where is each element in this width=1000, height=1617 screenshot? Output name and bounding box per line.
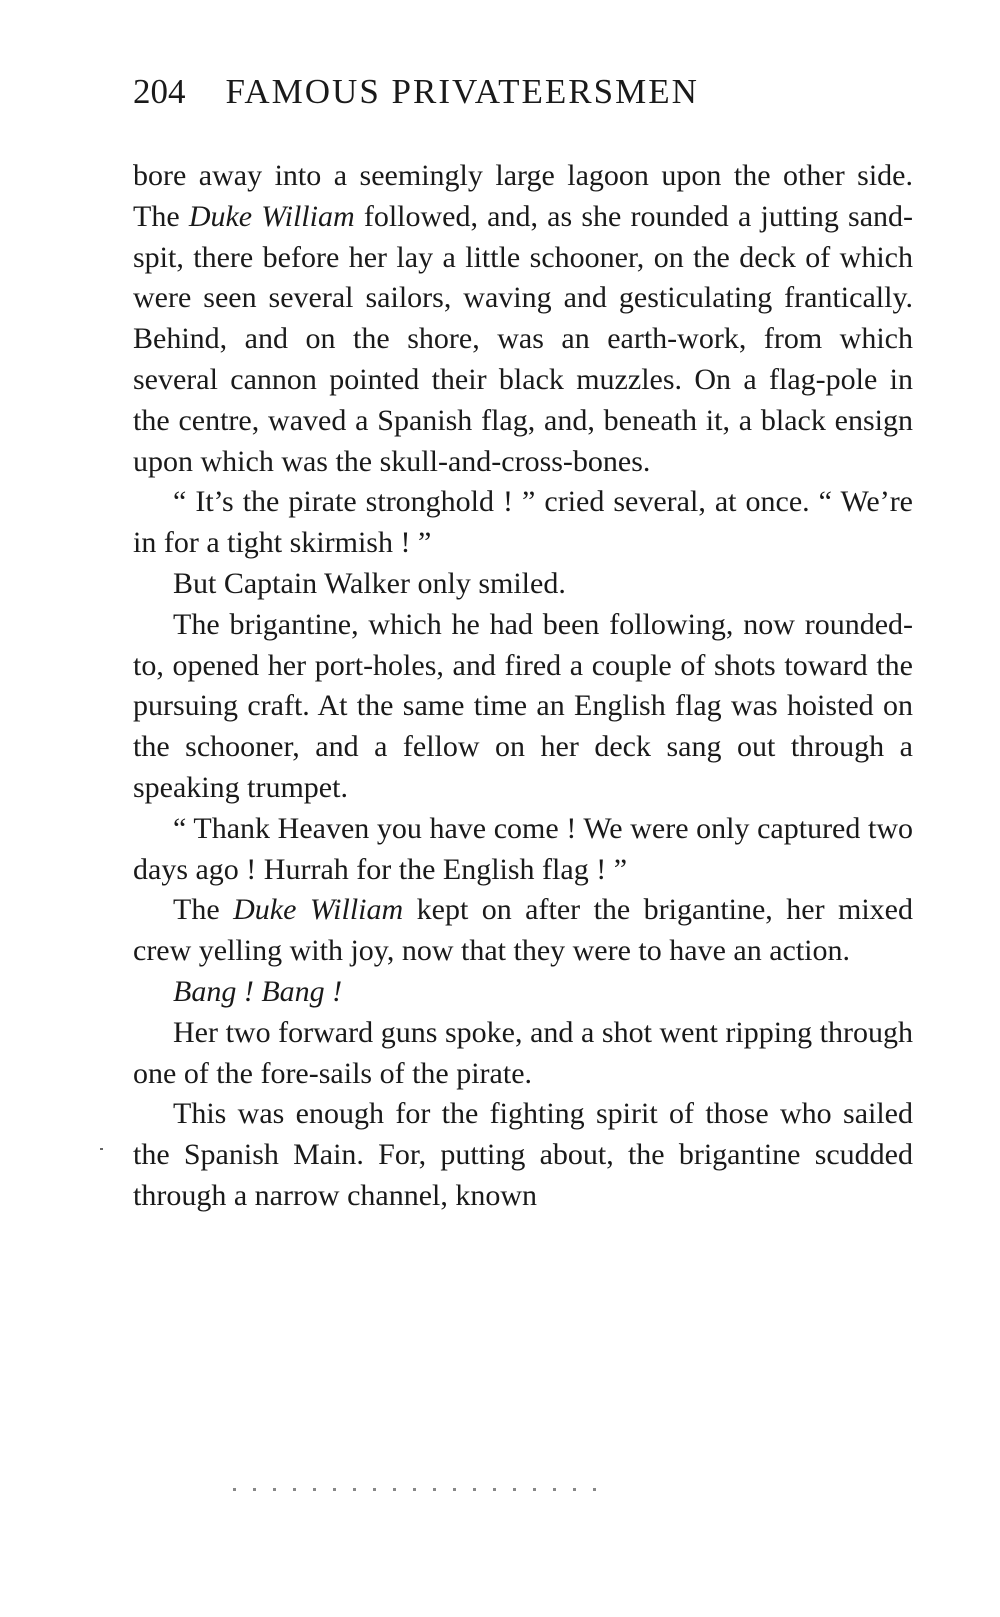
ship-name-duke-william: Duke William <box>188 199 355 233</box>
paragraph-4: The brigantine, which he had been following, now rounded-to, opened her port-holes, and fired a couple of shots toward the pursuing craft. At the same time an English flag was hoisted on the schooner, and a fellow on her deck sang out through a speaking trumpet. <box>133 607 913 804</box>
paragraph-5: “ Thank Heaven you have come ! We were only captured two days ago ! Hurrah for the English flag ! ” <box>133 811 913 886</box>
margin-mark <box>100 1148 103 1150</box>
running-header <box>133 72 913 112</box>
paragraph-7 <box>133 972 913 1013</box>
paragraph-1 <box>133 156 913 482</box>
paragraph-9: This was enough for the fighting spirit of those who sailed the Spanish Main. For, putting about, the brigantine scudded through a narrow channel, known <box>133 1097 913 1212</box>
bang-bang-text: Bang ! Bang ! <box>173 974 343 1008</box>
paragraph-6 <box>133 890 913 972</box>
body-text <box>133 156 913 1217</box>
paragraph-8: Her two forward guns spoke, and a shot went ripping through one of the fore-sails of the pirate. <box>133 1015 913 1090</box>
paragraph-3: But Captain Walker only smiled. <box>173 566 566 600</box>
footer-scan-marks <box>233 1488 613 1491</box>
ship-name-duke-william-2: Duke William <box>233 893 404 927</box>
running-title: FAMOUS PRIVATEERSMEN <box>225 72 699 111</box>
paragraph-6-text-a: The <box>173 893 234 927</box>
paragraph-6-text-c: kept on after the brigantine, her mixed crew yelling with joy, now that they were to have an action. <box>133 893 913 968</box>
paragraph-2: “ It’s the pirate stronghold ! ” cried several, at once. “ We’re in for a tight skirmish ! ” <box>133 485 913 560</box>
page-number: 204 <box>133 72 186 111</box>
paragraph-1-text-a: bore away into a seemingly large lagoon upon the other side. The <box>133 159 913 233</box>
paragraph-1-text-c: followed, and, as she rounded a jutting sand-spit, there before her lay a little schooner, on the deck of which were seen several sailors, waving and gesticulating frantically. Behind, and on the shore, was an earth-work, from which several cannon pointed their black muzzles. On a flag-pole in the centre, waved a Spanish flag, and, beneath it, a black ensign upon which was the skull-and-cross-bones. <box>133 199 913 478</box>
